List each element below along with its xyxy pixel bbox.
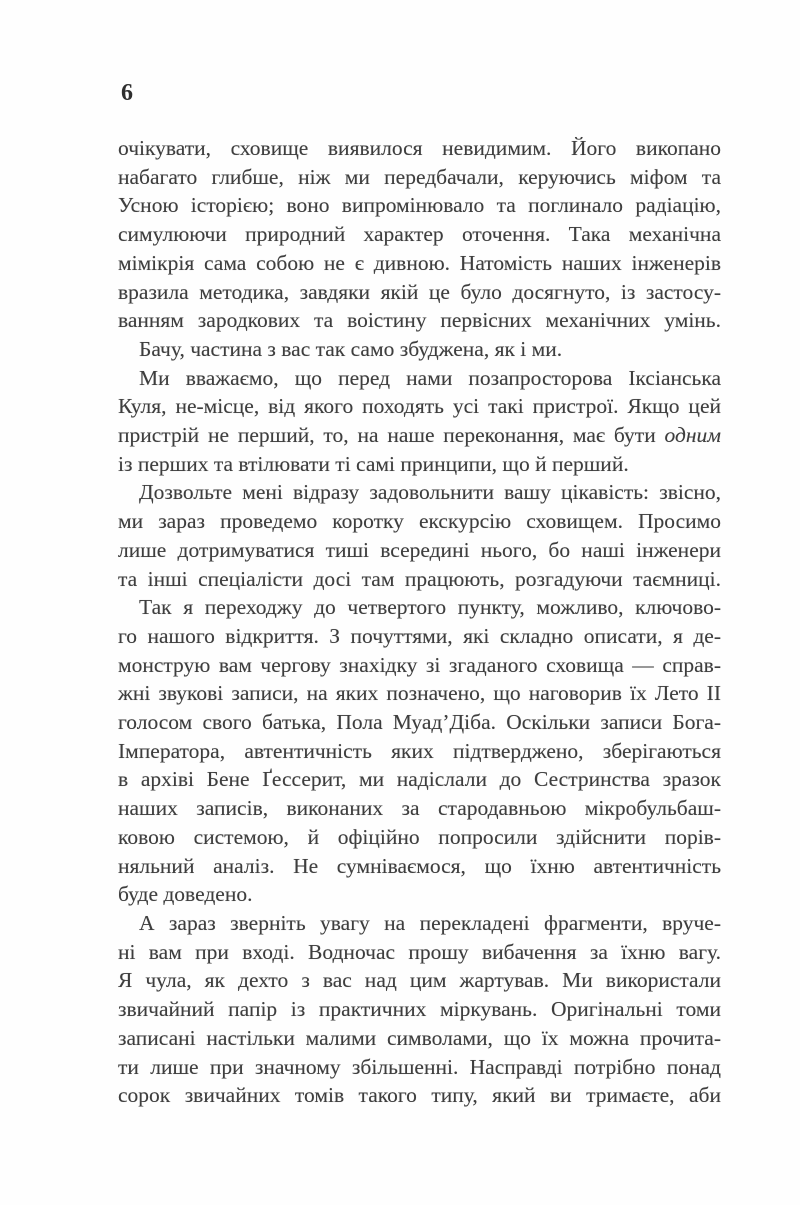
text-block — [118, 134, 721, 1110]
text-line: А зараз зверніть увагу на перекладені фрагменти, вруче- — [139, 910, 721, 935]
text-line: вразила методика, завдяки якій це було досягнуто, із застосу- — [118, 279, 721, 304]
text-line: Бачу, частина з вас так само збуджена, як і ми. — [139, 336, 563, 361]
text-line: ти лише при значному збільшенні. Насправді потрібно понад — [118, 1054, 721, 1079]
text-line: Куля, не-місце, від якого походять усі такі пристрої. Якщо цей — [118, 394, 721, 419]
text-line: ванням зародкових та воістину первісних механічних умінь. — [118, 308, 721, 333]
text-line: голосом свого батька, Пола Муад’Діба. Оскільки записи Бога- — [118, 710, 721, 735]
text-line: сорок звичайних томів такого типу, який ви тримаєте, аби — [118, 1083, 721, 1108]
text-line: набагато глибше, ніж ми передбачали, керуючись міфом та — [118, 164, 721, 189]
text-line: буде доведено. — [118, 882, 253, 907]
page-number: 6 — [121, 80, 134, 106]
text-line: жні звукові записи, на яких позначено, що наговорив їх Лето II — [118, 681, 721, 706]
text-line: пристрій не перший, то, на наше переконання, має бути одним — [118, 423, 721, 448]
text-line: звичайний папір із практичних міркувань. Оригінальні томи — [118, 997, 721, 1022]
text-line: симулюючи природний характер оточення. Така механічна — [118, 222, 721, 247]
text-line: Я чула, як дехто з вас над цим жартував. Ми використали — [118, 968, 721, 993]
text-line: монструю вам чергову знахідку зі згаданого сховища — справ- — [118, 652, 721, 677]
text-line: мімікрія сама собою не є дивною. Натомість наших інженерів — [118, 250, 721, 275]
text-line: Імператора, автентичність яких підтверджено, зберігаються — [118, 738, 721, 763]
text-line: в архіві Бене Ґессерит, ми надіслали до Сестринства зразок — [118, 767, 721, 792]
text-line: Так я переходжу до четвертого пункту, можливо, ключово- — [139, 595, 721, 620]
text-line: наших записів, виконаних за стародавньою мікробульбаш- — [118, 796, 721, 821]
text-line: очікувати, сховище виявилося невидимим. Його викопано — [118, 136, 721, 160]
text-line: лише дотримуватися тиші всередині нього, бо наші інженери — [118, 537, 721, 562]
text-line: Дозвольте мені відразу задовольнити вашу цікавість: звісно, — [139, 480, 721, 505]
text-line: няльний аналіз. Не сумніваємося, що їхню автентичність — [118, 853, 721, 878]
text-line: Ми вважаємо, що перед нами позапросторова Іксіанська — [139, 365, 721, 390]
text-line: ні вам при вході. Водночас прошу вибачення за їхню вагу. — [118, 939, 721, 964]
text-line: ми зараз проведемо коротку екскурсію сховищем. Просимо — [118, 509, 721, 534]
text-line: записані настільки малими символами, що їх можна прочита- — [118, 1025, 721, 1050]
text-line: та інші спеціалісти досі там працюють, розгадуючи таємниці. — [118, 566, 721, 591]
text-line: Усною історією; воно випромінювало та поглинало радіацію, — [118, 193, 721, 218]
text-line: із перших та втілювати ті самі принципи, що й перший. — [118, 451, 629, 476]
text-line: ковою системою, й офіційно попросили здійснити порів- — [118, 824, 721, 849]
text-line: го нашого відкриття. З почуттями, які складно описати, я де- — [118, 623, 721, 648]
